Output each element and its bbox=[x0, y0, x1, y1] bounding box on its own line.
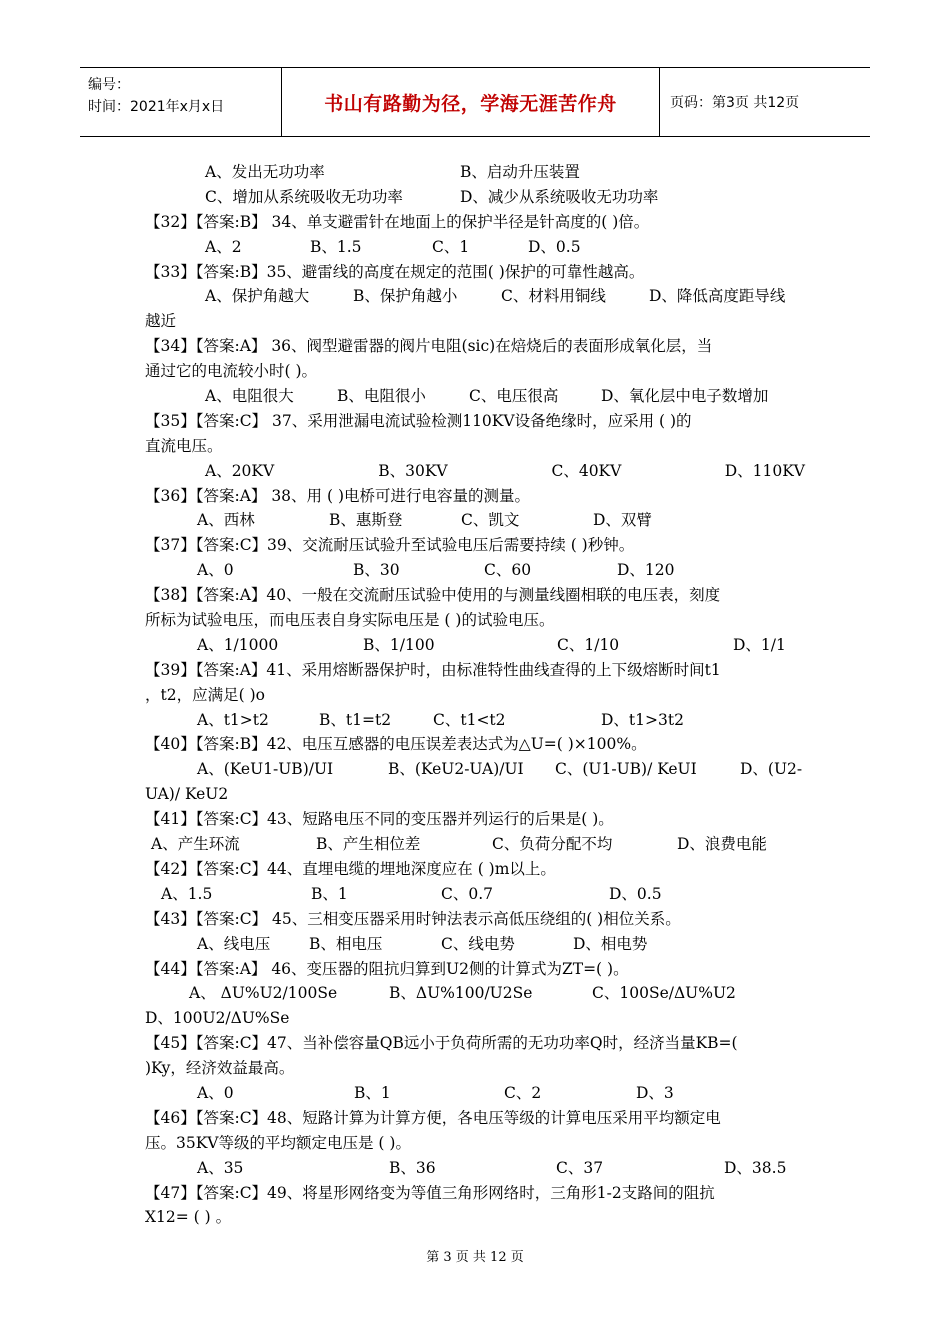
option-item: A、1.5 bbox=[161, 884, 213, 903]
option-item: A、0 bbox=[197, 1083, 234, 1102]
question-line: UA)/ KeU2 bbox=[145, 785, 229, 804]
option-item: B、启动升压装置 bbox=[460, 163, 580, 181]
option-item: D、浪费电能 bbox=[677, 835, 767, 854]
option-item: B、惠斯登 bbox=[329, 511, 403, 530]
options-row bbox=[145, 1081, 805, 1106]
question-line: 直流电压。 bbox=[145, 436, 223, 455]
question-line: 【40】【答案:B】42、电压互感器的电压误差表达式为△U=( )×100%。 bbox=[145, 735, 647, 754]
option-item: A、西林 bbox=[197, 511, 255, 530]
option-item: D、1/1 bbox=[733, 635, 786, 654]
option-item: D、(U2- bbox=[740, 760, 803, 779]
option-item: A、发出无功功率 bbox=[205, 163, 325, 181]
options-row bbox=[145, 459, 805, 484]
question-line: 【37】【答案:C】39、交流耐压试验升至试验电压后需要持续 ( )秒钟。 bbox=[145, 536, 635, 555]
options-row bbox=[145, 508, 805, 533]
option-item: A、保护角越大 bbox=[205, 287, 310, 306]
option-item: C、增加从系统吸收无功功率 bbox=[205, 187, 403, 206]
option-item: D、双臂 bbox=[593, 511, 652, 530]
question-line: X12= ( ) 。 bbox=[145, 1208, 232, 1227]
question-line: )Ky，经济效益最高。 bbox=[145, 1059, 295, 1078]
options-row bbox=[145, 284, 805, 309]
option-item: D、0.5 bbox=[528, 237, 581, 256]
options-row bbox=[145, 160, 805, 185]
question-line: 【35】【答案:C】 37、采用泄漏电流试验检测110KV设备绝缘时，应采用 ( )的 bbox=[145, 411, 692, 430]
option-item: B、t1=t2 bbox=[319, 710, 392, 729]
option-item: A、20KV bbox=[205, 461, 275, 480]
option-item: C、凯文 bbox=[461, 511, 520, 530]
question-line: 所标为试验电压，而电压表自身实际电压是 ( )的试验电压。 bbox=[145, 611, 555, 630]
question-line: 【43】【答案:C】 45、三相变压器采用时钟法表示高低压绕组的( )相位关系。 bbox=[145, 909, 681, 928]
question-line: 【32】【答案:B】 34、单支避雷针在地面上的保护半径是针高度的( )倍。 bbox=[145, 212, 650, 231]
option-item: B、30 bbox=[353, 561, 400, 580]
question-line: 【39】【答案:A】41、采用熔断器保护时，由标准特性曲线查得的上下级熔断时间t1 bbox=[145, 660, 721, 679]
options-row bbox=[145, 633, 805, 658]
question-line: 【47】【答案:C】49、将星形网络变为等值三角形网络时，三角形1-2支路间的阻抗 bbox=[145, 1183, 715, 1202]
question-line: 【41】【答案:C】43、短路电压不同的变压器并列运行的后果是( )。 bbox=[145, 810, 614, 829]
option-item: C、线电势 bbox=[441, 934, 515, 953]
option-item: C、2 bbox=[504, 1083, 542, 1102]
option-item: B、1/100 bbox=[363, 635, 435, 654]
option-item: B、1.5 bbox=[310, 237, 362, 256]
question-line: 越近 bbox=[145, 312, 177, 331]
option-item: D、38.5 bbox=[724, 1158, 787, 1177]
options-row bbox=[145, 882, 805, 907]
options-row bbox=[145, 932, 805, 957]
option-item: B、1 bbox=[354, 1083, 391, 1102]
option-item: D、相电势 bbox=[573, 934, 648, 953]
option-item: D、120 bbox=[617, 561, 675, 580]
option-item: B、电阻很小 bbox=[337, 387, 426, 406]
option-item: D、110KV bbox=[724, 461, 805, 480]
option-item: A、 ΔU%U2/100Se bbox=[189, 984, 338, 1003]
question-line: 【33】【答案:B】35、避雷线的高度在规定的范围( )保护的可靠性越高。 bbox=[145, 262, 645, 281]
option-item: C、材料用铜线 bbox=[501, 287, 606, 306]
option-item: B、保护角越小 bbox=[353, 287, 458, 306]
option-item: B、36 bbox=[389, 1158, 436, 1177]
option-item: C、电压很高 bbox=[469, 387, 559, 406]
option-item: A、t1>t2 bbox=[197, 710, 269, 729]
options-row bbox=[145, 384, 805, 409]
option-item: C、0.7 bbox=[441, 884, 494, 903]
option-item: C、(U1-UB)/ KeUI bbox=[555, 760, 697, 779]
number-label: 编号： bbox=[88, 77, 130, 93]
option-item: B、产生相位差 bbox=[316, 835, 421, 854]
option-item: B、30KV bbox=[378, 461, 448, 480]
option-item: B、ΔU%100/U2Se bbox=[389, 984, 533, 1003]
option-item: C、100Se/ΔU%U2 bbox=[592, 984, 736, 1003]
page-footer: 第 3 页 共 12 页 bbox=[426, 1250, 524, 1265]
question-line: 【38】【答案:A】40、一般在交流耐压试验中使用的与测量线圈相联的电压表，刻度 bbox=[145, 586, 721, 605]
question-content bbox=[145, 160, 805, 1230]
option-item: D、t1>3t2 bbox=[601, 710, 684, 729]
option-item: C、负荷分配不均 bbox=[492, 835, 613, 854]
question-line: 【42】【答案:C】44、直埋电缆的埋地深度应在 ( )m以上。 bbox=[145, 859, 556, 878]
question-line: 压。35KV等级的平均额定电压是 ( )。 bbox=[145, 1133, 411, 1152]
option-item: A、(KeU1-UB)/UI bbox=[197, 760, 334, 779]
options-row bbox=[145, 832, 805, 857]
option-item: C、40KV bbox=[551, 461, 622, 480]
header-page-info: 页码：第3页 共12页 bbox=[670, 95, 800, 111]
options-row bbox=[145, 757, 805, 782]
option-item: D、3 bbox=[636, 1083, 674, 1102]
question-line: D、100U2/ΔU%Se bbox=[145, 1009, 290, 1028]
option-item: B、相电压 bbox=[309, 934, 383, 953]
option-item: A、线电压 bbox=[197, 934, 271, 953]
question-line: 【34】【答案:A】 36、阀型避雷器的阀片电阻(sic)在焙烧后的表面形成氧化层，当 bbox=[145, 337, 713, 356]
question-line: 【45】【答案:C】47、当补偿容量QB远小于负荷所需的无功功率Q时，经济当量KB=( bbox=[145, 1034, 738, 1053]
option-item: D、减少从系统吸收无功功率 bbox=[460, 187, 659, 206]
header-meta bbox=[80, 68, 282, 136]
option-item: C、37 bbox=[556, 1158, 604, 1177]
question-line: 【46】【答案:C】48、短路计算为计算方便，各电压等级的计算电压采用平均额定电 bbox=[145, 1108, 721, 1127]
option-item: B、1 bbox=[311, 884, 348, 903]
options-row bbox=[145, 558, 805, 583]
option-item: C、1/10 bbox=[557, 635, 620, 654]
option-item: A、电阻很大 bbox=[205, 387, 294, 406]
options-row bbox=[145, 1156, 805, 1181]
options-row bbox=[145, 235, 805, 260]
option-item: A、2 bbox=[205, 237, 242, 256]
options-row bbox=[145, 981, 805, 1006]
option-item: B、(KeU2-UA)/UI bbox=[388, 760, 524, 779]
option-item: A、35 bbox=[197, 1158, 244, 1177]
option-item: D、0.5 bbox=[609, 884, 662, 903]
question-line: 通过它的电流较小时( )。 bbox=[145, 362, 318, 381]
option-item: A、1/1000 bbox=[197, 635, 279, 654]
option-item: D、氧化层中电子数增加 bbox=[601, 387, 769, 406]
question-line: 【44】【答案:A】 46、变压器的阻抗归算到U2侧的计算式为ZT=( )。 bbox=[145, 959, 629, 978]
question-line: 【36】【答案:A】 38、用 ( )电桥可进行电容量的测量。 bbox=[145, 486, 530, 505]
option-item: A、产生环流 bbox=[151, 835, 240, 854]
option-item: A、0 bbox=[197, 561, 234, 580]
options-row bbox=[145, 708, 805, 733]
question-line: ，t2，应满足( )o bbox=[145, 685, 265, 704]
option-item: C、t1<t2 bbox=[433, 710, 506, 729]
option-item: C、1 bbox=[432, 237, 470, 256]
page-header bbox=[80, 67, 870, 137]
option-item: C、60 bbox=[484, 561, 532, 580]
options-row bbox=[145, 185, 805, 210]
option-item: D、降低高度距导线 bbox=[649, 287, 786, 306]
header-motto: 书山有路勤为径，学海无涯苦作舟 bbox=[282, 68, 660, 136]
time-label: 时间：2021年x月x日 bbox=[88, 99, 225, 115]
